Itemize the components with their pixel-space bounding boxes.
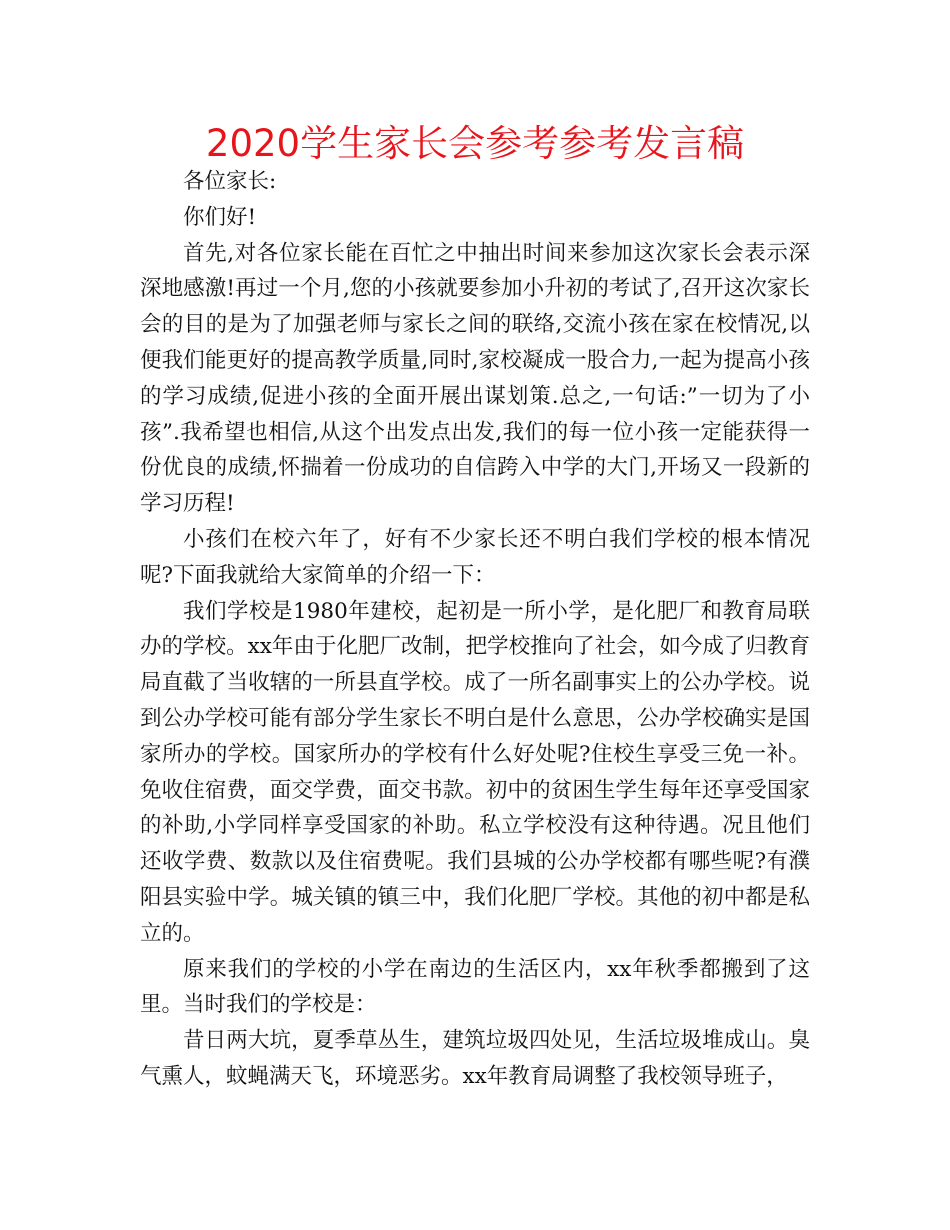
document-body [140, 164, 810, 1095]
body-paragraph: 我们学校是1980年建校，起初是一所小学，是化肥厂和教育局联办的学校。xx年由于化肥厂改制，把学校推向了社会，如今成了归教育局直截了当收辖的一所县直学校。成了一所名副事实上的公办学校。说到公办学校可能有部分学生家长不明白是什么意思，公办学校确实是国家所办的学校。国家所办的学校有什么好处呢?住校生享受三免一补。免收住宿费，面交学费，面交书款。初中的贫困生学生每年还享受国家的补助,小学同样享受国家的补助。私立学校没有这种待遇。况且他们还收学费、数款以及住宿费呢。我们县城的公办学校都有哪些呢?有濮阳县实验中学。城关镇的镇三中，我们化肥厂学校。其他的初中都是私立的。 [140, 598, 810, 946]
salutation-paragraph: 各位家长: [183, 169, 277, 194]
body-paragraph: 原来我们的学校的小学在南边的生活区内，xx年秋季都搬到了这里。当时我们的学校是： [140, 956, 810, 1018]
body-paragraph: 昔日两大坑，夏季草丛生，建筑垃圾四处见，生活垃圾堆成山。臭气熏人，蚊蝇满天飞，环境恶劣。xx年教育局调整了我校领导班子， [140, 1028, 810, 1089]
greeting-paragraph: 你们好! [183, 204, 257, 230]
body-paragraph: 首先,对各位家长能在百忙之中抽出时间来参加这次家长会表示深深地感激!再过一个月,您的小孩就要参加小升初的考试了,召开这次家长会的目的是为了加强老师与家长之间的联络,交流小孩在家在校情况,以便我们能更好的提高教学质量,同时,家校凝成一股合力,一起为提高小孩的学习成绩,促进小孩的全面开展出谋划策.总之,一句话:”一切为了小孩”.我希望也相信,从这个出发点出发,我们的每一位小孩一定能获得一份优良的成绩,怀揣着一份成功的自信跨入中学的大门,开场又一段新的学习历程! [140, 240, 810, 517]
body-paragraph: 小孩们在校六年了，好有不少家长还不明白我们学校的根本情况呢?下面我就给大家简单的介绍一下： [140, 526, 810, 588]
document-title: 2020学生家长会参考参考发言稿 [205, 122, 745, 165]
